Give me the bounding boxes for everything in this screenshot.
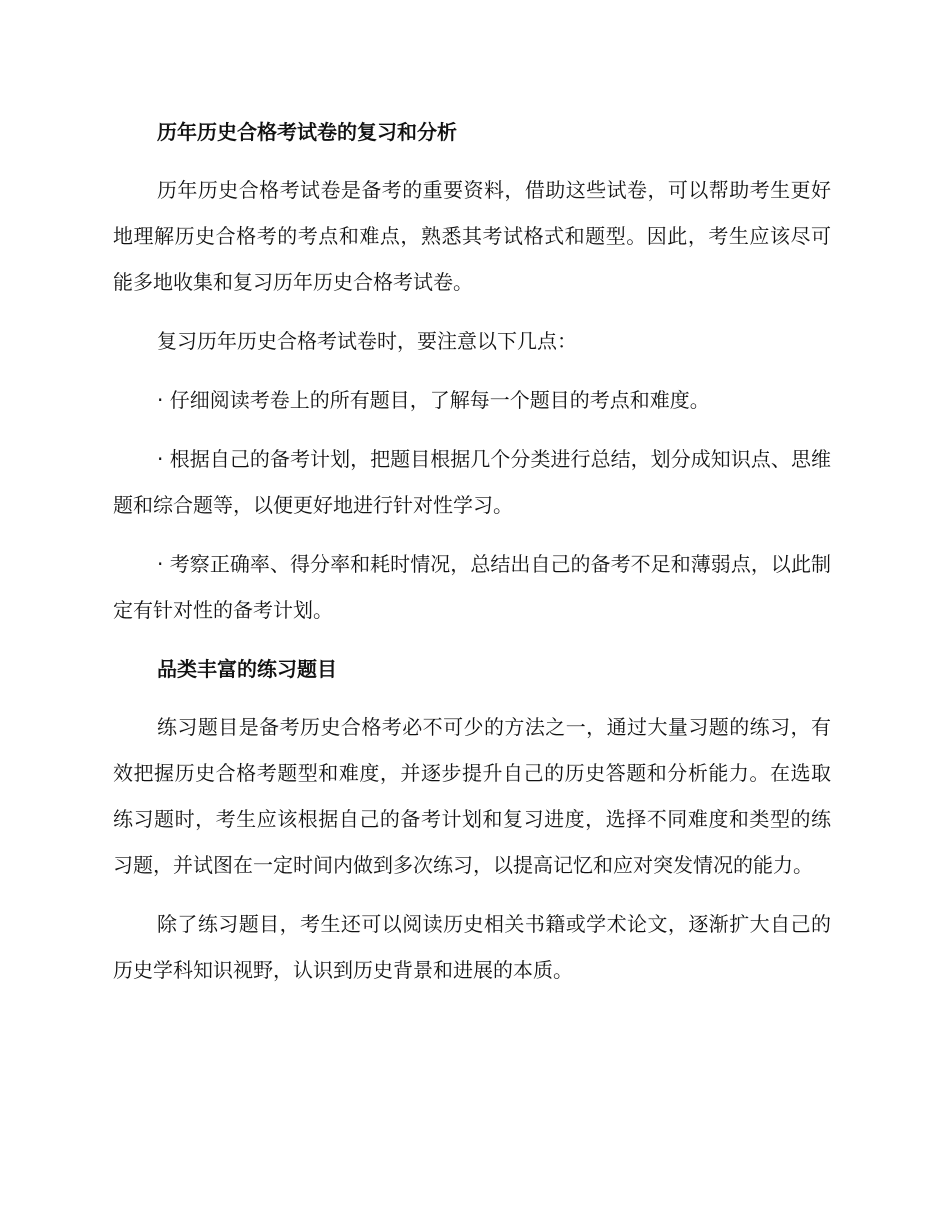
document-body (113, 109, 831, 993)
paragraph-review-points-intro: 复习历年历史合格考试卷时，要注意以下几点： (157, 329, 577, 353)
bullet-read-all-questions: · 仔细阅读考卷上的所有题目，了解每一个题目的考点和难度。 (157, 388, 710, 412)
bullet-analyze-accuracy: · 考察正确率、得分率和耗时情况，总结出自己的备考不足和薄弱点，以此制定有针对性的备考计划。 (113, 552, 831, 622)
paragraph-further-reading: 除了练习题目，考生还可以阅读历史相关书籍或学术论文，逐渐扩大自己的历史学科知识视野，认识到历史背景和进展的本质。 (113, 912, 831, 982)
bullet-categorize-questions: · 根据自己的备考计划，把题目根据几个分类进行总结，划分成知识点、思维题和综合题等，以便更好地进行针对性学习。 (113, 447, 831, 517)
paragraph-exam-importance: 历年历史合格考试卷是备考的重要资料，借助这些试卷，可以帮助考生更好地理解历史合格考的考点和难点，熟悉其考试格式和题型。因此，考生应该尽可能多地收集和复习历年历史合格考试卷。 (113, 178, 831, 294)
section-heading-exam-review: 历年历史合格考试卷的复习和分析 (157, 120, 457, 144)
paragraph-practice-exercises: 练习题目是备考历史合格考必不可少的方法之一，通过大量习题的练习，有效把握历史合格考题型和难度，并逐步提升自己的历史答题和分析能力。在选取练习题时，考生应该根据自己的备考计划和复习进度，选择不同难度和类型的练习题，并试图在一定时间内做到多次练习，以提高记忆和应对突发情况的能力。 (113, 715, 831, 877)
section-heading-practice: 品类丰富的练习题目 (157, 657, 337, 681)
